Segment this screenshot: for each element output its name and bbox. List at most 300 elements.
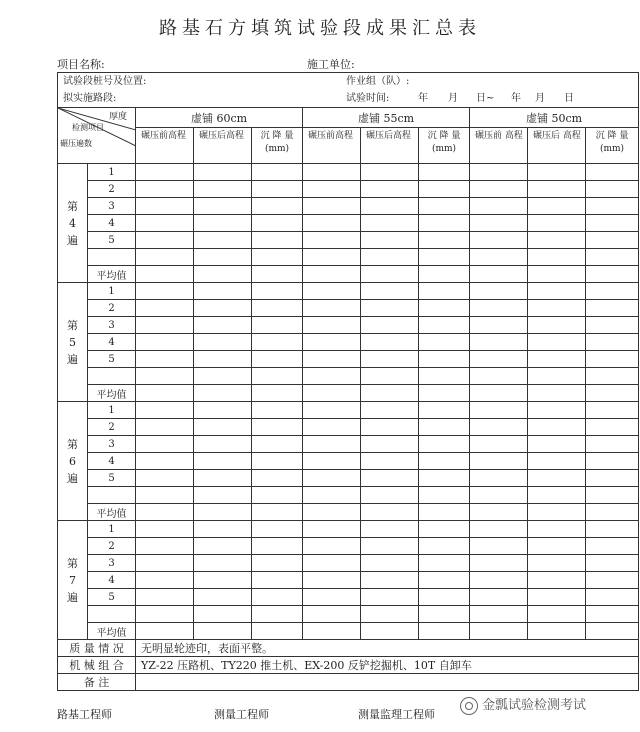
data-cell[interactable] (586, 487, 639, 504)
data-cell[interactable] (194, 317, 252, 334)
data-cell[interactable] (136, 453, 194, 470)
data-cell[interactable] (194, 181, 252, 198)
data-cell[interactable] (303, 436, 361, 453)
data-cell[interactable] (470, 317, 528, 334)
data-cell[interactable] (303, 470, 361, 487)
table-row (58, 402, 639, 419)
data-cell[interactable] (252, 334, 303, 351)
data-cell[interactable] (419, 249, 470, 266)
data-cell[interactable] (470, 385, 528, 402)
data-cell[interactable] (470, 436, 528, 453)
data-cell[interactable] (303, 351, 361, 368)
year-1: 年 (418, 93, 428, 104)
data-cell[interactable] (303, 453, 361, 470)
data-cell[interactable] (303, 487, 361, 504)
data-cell[interactable] (303, 385, 361, 402)
data-cell[interactable] (194, 453, 252, 470)
data-cell[interactable] (252, 572, 303, 589)
data-cell[interactable] (252, 266, 303, 283)
data-cell[interactable] (419, 470, 470, 487)
data-cell[interactable] (194, 351, 252, 368)
data-cell[interactable] (194, 504, 252, 521)
data-cell[interactable] (586, 249, 639, 266)
data-cell[interactable] (194, 334, 252, 351)
data-cell[interactable] (528, 606, 586, 623)
data-cell[interactable] (136, 470, 194, 487)
data-cell[interactable] (470, 487, 528, 504)
data-cell[interactable] (136, 300, 194, 317)
row-number: 5 (88, 470, 136, 487)
data-cell[interactable] (470, 300, 528, 317)
data-cell[interactable] (419, 198, 470, 215)
data-cell[interactable] (136, 351, 194, 368)
data-cell[interactable] (136, 623, 194, 640)
data-cell[interactable] (586, 521, 639, 538)
col-header: 碾压后高程 (194, 128, 252, 164)
data-cell[interactable] (303, 164, 361, 181)
data-cell[interactable] (136, 334, 194, 351)
data-cell[interactable] (194, 215, 252, 232)
data-cell[interactable] (194, 283, 252, 300)
data-cell[interactable] (194, 385, 252, 402)
data-cell[interactable] (586, 300, 639, 317)
data-cell[interactable] (586, 538, 639, 555)
row-number (88, 606, 136, 623)
year-2: 年 (511, 93, 521, 104)
data-cell[interactable] (252, 419, 303, 436)
data-cell[interactable] (470, 419, 528, 436)
data-cell[interactable] (419, 555, 470, 572)
data-cell[interactable] (194, 419, 252, 436)
data-cell[interactable] (136, 164, 194, 181)
table-row (58, 198, 639, 215)
data-cell[interactable] (528, 283, 586, 300)
data-cell[interactable] (586, 589, 639, 606)
data-cell[interactable] (470, 164, 528, 181)
data-cell[interactable] (586, 453, 639, 470)
data-cell[interactable] (252, 300, 303, 317)
row-number: 3 (88, 317, 136, 334)
data-cell[interactable] (136, 317, 194, 334)
data-cell[interactable] (419, 436, 470, 453)
machinery-value[interactable]: YZ-22 压路机、TY220 推土机、EX-200 反铲挖掘机、10T 自卸车 (136, 657, 639, 674)
data-cell[interactable] (361, 300, 419, 317)
data-cell[interactable] (303, 181, 361, 198)
data-cell[interactable] (470, 453, 528, 470)
data-cell[interactable] (419, 181, 470, 198)
data-cell[interactable] (528, 402, 586, 419)
col-header: 碾压前 高程 (470, 128, 528, 164)
data-cell[interactable] (194, 368, 252, 385)
data-cell[interactable] (136, 368, 194, 385)
row-number (88, 368, 136, 385)
data-cell[interactable] (303, 283, 361, 300)
data-cell[interactable] (586, 385, 639, 402)
data-cell[interactable] (252, 623, 303, 640)
data-cell[interactable] (252, 368, 303, 385)
data-cell[interactable] (252, 215, 303, 232)
data-cell[interactable] (528, 419, 586, 436)
data-cell[interactable] (361, 589, 419, 606)
data-cell[interactable] (136, 266, 194, 283)
data-cell[interactable] (470, 215, 528, 232)
data-cell[interactable] (419, 385, 470, 402)
data-cell[interactable] (528, 368, 586, 385)
data-cell[interactable] (252, 402, 303, 419)
data-cell[interactable] (252, 589, 303, 606)
data-cell[interactable] (252, 385, 303, 402)
row-number (88, 487, 136, 504)
data-cell[interactable] (252, 453, 303, 470)
data-cell[interactable] (303, 334, 361, 351)
data-cell[interactable] (136, 504, 194, 521)
data-cell[interactable] (470, 470, 528, 487)
data-cell[interactable] (528, 317, 586, 334)
data-cell[interactable] (419, 266, 470, 283)
data-cell[interactable] (194, 606, 252, 623)
data-cell[interactable] (528, 555, 586, 572)
data-cell[interactable] (136, 572, 194, 589)
data-cell[interactable] (194, 402, 252, 419)
data-cell[interactable] (136, 249, 194, 266)
data-cell[interactable] (303, 368, 361, 385)
data-cell[interactable] (252, 164, 303, 181)
data-cell[interactable] (303, 623, 361, 640)
col-header: 碾压后高程 (361, 128, 419, 164)
watermark-text: 金瓢试验检测考试 (482, 698, 587, 713)
work-group-label: 作业组（队）: (346, 76, 410, 87)
data-cell[interactable] (361, 521, 419, 538)
data-cell[interactable] (528, 521, 586, 538)
data-cell[interactable] (470, 589, 528, 606)
data-cell[interactable] (136, 436, 194, 453)
data-cell[interactable] (419, 164, 470, 181)
data-cell[interactable] (419, 504, 470, 521)
quality-value[interactable]: 无明显轮迹印，表面平整。 (136, 640, 639, 657)
data-cell[interactable] (586, 164, 639, 181)
data-cell[interactable] (470, 402, 528, 419)
data-cell[interactable] (470, 334, 528, 351)
data-cell[interactable] (303, 606, 361, 623)
diag-passes-label: 碾压遍数 (60, 139, 92, 148)
table-row (58, 555, 639, 572)
test-section-label: 试验段桩号及位置: (63, 76, 147, 87)
data-cell[interactable] (419, 300, 470, 317)
data-cell[interactable] (252, 232, 303, 249)
data-cell[interactable] (361, 385, 419, 402)
remarks-value[interactable] (136, 674, 639, 691)
data-cell[interactable] (303, 215, 361, 232)
average-label: 平均值 (88, 385, 136, 402)
data-cell[interactable] (419, 232, 470, 249)
data-cell[interactable] (586, 572, 639, 589)
average-label: 平均值 (88, 623, 136, 640)
table-row (58, 283, 639, 300)
data-cell[interactable] (194, 623, 252, 640)
data-cell[interactable] (303, 504, 361, 521)
data-cell[interactable] (361, 504, 419, 521)
data-cell[interactable] (252, 436, 303, 453)
data-cell[interactable] (194, 266, 252, 283)
data-cell[interactable] (361, 181, 419, 198)
data-cell[interactable] (528, 249, 586, 266)
data-cell[interactable] (528, 351, 586, 368)
data-cell[interactable] (586, 198, 639, 215)
pass-label-5: 第 5 遍 (58, 283, 88, 402)
data-cell[interactable] (528, 164, 586, 181)
data-cell[interactable] (361, 232, 419, 249)
data-cell[interactable] (586, 317, 639, 334)
data-cell[interactable] (586, 606, 639, 623)
data-cell[interactable] (361, 266, 419, 283)
remarks-label: 备 注 (58, 674, 136, 691)
data-cell[interactable] (303, 300, 361, 317)
data-cell[interactable] (419, 521, 470, 538)
data-cell[interactable] (361, 538, 419, 555)
row-number: 4 (88, 334, 136, 351)
data-cell[interactable] (528, 623, 586, 640)
data-cell[interactable] (194, 572, 252, 589)
data-cell[interactable] (586, 623, 639, 640)
data-cell[interactable] (303, 589, 361, 606)
data-cell[interactable] (419, 487, 470, 504)
data-cell[interactable] (470, 198, 528, 215)
data-cell[interactable] (586, 555, 639, 572)
data-cell[interactable] (252, 470, 303, 487)
data-cell[interactable] (136, 538, 194, 555)
data-cell[interactable] (361, 198, 419, 215)
data-cell[interactable] (194, 232, 252, 249)
data-cell[interactable] (303, 572, 361, 589)
data-cell[interactable] (586, 368, 639, 385)
data-cell[interactable] (419, 623, 470, 640)
data-cell[interactable] (361, 215, 419, 232)
data-cell[interactable] (303, 402, 361, 419)
table-row (58, 504, 639, 521)
group-header-50: 虚铺 50cm (470, 108, 639, 128)
data-cell[interactable] (419, 453, 470, 470)
data-cell[interactable] (528, 232, 586, 249)
data-cell[interactable] (136, 402, 194, 419)
data-cell[interactable] (194, 198, 252, 215)
data-cell[interactable] (528, 589, 586, 606)
data-cell[interactable] (303, 249, 361, 266)
data-cell[interactable] (361, 283, 419, 300)
data-cell[interactable] (303, 419, 361, 436)
data-cell[interactable] (586, 283, 639, 300)
row-number: 2 (88, 419, 136, 436)
col-header: 沉 降 量 (mm) (586, 128, 639, 164)
data-cell[interactable] (470, 538, 528, 555)
data-cell[interactable] (419, 215, 470, 232)
data-cell[interactable] (528, 487, 586, 504)
table-row (58, 487, 639, 504)
data-cell[interactable] (528, 470, 586, 487)
data-cell[interactable] (361, 555, 419, 572)
data-cell[interactable] (470, 623, 528, 640)
data-cell[interactable] (252, 249, 303, 266)
data-cell[interactable] (361, 470, 419, 487)
data-cell[interactable] (528, 198, 586, 215)
data-cell[interactable] (361, 487, 419, 504)
data-cell[interactable] (470, 572, 528, 589)
data-cell[interactable] (252, 283, 303, 300)
data-cell[interactable] (586, 334, 639, 351)
data-cell[interactable] (136, 606, 194, 623)
data-cell[interactable] (419, 589, 470, 606)
row-number: 2 (88, 538, 136, 555)
data-cell[interactable] (136, 521, 194, 538)
data-cell[interactable] (252, 606, 303, 623)
data-cell[interactable] (136, 181, 194, 198)
data-cell[interactable] (303, 232, 361, 249)
data-cell[interactable] (252, 181, 303, 198)
row-number: 2 (88, 300, 136, 317)
data-cell[interactable] (252, 555, 303, 572)
data-cell[interactable] (252, 198, 303, 215)
data-cell[interactable] (361, 249, 419, 266)
table-row (58, 623, 639, 640)
data-cell[interactable] (303, 317, 361, 334)
data-cell[interactable] (419, 317, 470, 334)
data-cell[interactable] (419, 283, 470, 300)
data-cell[interactable] (252, 487, 303, 504)
data-cell[interactable] (528, 181, 586, 198)
data-cell[interactable] (361, 436, 419, 453)
data-cell[interactable] (361, 453, 419, 470)
data-cell[interactable] (194, 249, 252, 266)
data-cell[interactable] (194, 589, 252, 606)
data-cell[interactable] (528, 436, 586, 453)
data-cell[interactable] (361, 572, 419, 589)
table-row (58, 351, 639, 368)
data-cell[interactable] (586, 504, 639, 521)
data-cell[interactable] (528, 300, 586, 317)
data-cell[interactable] (528, 385, 586, 402)
data-cell[interactable] (194, 555, 252, 572)
data-cell[interactable] (303, 521, 361, 538)
data-cell[interactable] (419, 351, 470, 368)
watermark (460, 694, 586, 715)
data-cell[interactable] (586, 215, 639, 232)
data-cell[interactable] (136, 385, 194, 402)
group-header-55: 虚铺 55cm (303, 108, 470, 128)
data-cell[interactable] (361, 402, 419, 419)
data-cell[interactable] (528, 334, 586, 351)
data-cell[interactable] (136, 487, 194, 504)
data-cell[interactable] (194, 521, 252, 538)
data-cell[interactable] (136, 555, 194, 572)
data-cell[interactable] (586, 402, 639, 419)
data-cell[interactable] (419, 334, 470, 351)
wechat-logo-icon (460, 697, 478, 715)
data-cell[interactable] (470, 606, 528, 623)
data-cell[interactable] (361, 419, 419, 436)
data-cell[interactable] (136, 198, 194, 215)
data-cell[interactable] (470, 351, 528, 368)
data-cell[interactable] (470, 283, 528, 300)
data-cell[interactable] (586, 232, 639, 249)
data-cell[interactable] (194, 300, 252, 317)
data-cell[interactable] (194, 470, 252, 487)
data-cell[interactable] (136, 589, 194, 606)
data-cell[interactable] (361, 351, 419, 368)
data-cell[interactable] (194, 487, 252, 504)
data-cell[interactable] (252, 504, 303, 521)
data-cell[interactable] (586, 470, 639, 487)
data-cell[interactable] (419, 419, 470, 436)
data-cell[interactable] (361, 368, 419, 385)
data-cell[interactable] (252, 317, 303, 334)
data-cell[interactable] (419, 368, 470, 385)
data-cell[interactable] (136, 232, 194, 249)
data-cell[interactable] (136, 215, 194, 232)
data-cell[interactable] (419, 538, 470, 555)
data-cell[interactable] (252, 351, 303, 368)
data-cell[interactable] (528, 215, 586, 232)
row-number: 3 (88, 555, 136, 572)
data-cell[interactable] (419, 402, 470, 419)
data-cell[interactable] (252, 538, 303, 555)
results-table (57, 72, 639, 691)
data-cell[interactable] (361, 164, 419, 181)
data-cell[interactable] (361, 334, 419, 351)
data-cell[interactable] (586, 436, 639, 453)
pass-label-7: 第 7 遍 (58, 521, 88, 640)
data-cell[interactable] (361, 317, 419, 334)
data-cell[interactable] (470, 232, 528, 249)
data-cell[interactable] (419, 572, 470, 589)
data-cell[interactable] (303, 266, 361, 283)
data-cell[interactable] (586, 181, 639, 198)
col-header: 碾压前高程 (136, 128, 194, 164)
data-cell[interactable] (528, 572, 586, 589)
data-cell[interactable] (361, 623, 419, 640)
data-cell[interactable] (136, 283, 194, 300)
data-cell[interactable] (303, 555, 361, 572)
col-header: 碾压后 高程 (528, 128, 586, 164)
data-cell[interactable] (194, 538, 252, 555)
row-number: 1 (88, 402, 136, 419)
data-cell[interactable] (303, 198, 361, 215)
day-2: 日 (564, 93, 574, 104)
data-cell[interactable] (528, 504, 586, 521)
data-cell[interactable] (136, 419, 194, 436)
table-row (58, 368, 639, 385)
data-cell[interactable] (470, 521, 528, 538)
data-cell[interactable] (194, 436, 252, 453)
data-cell[interactable] (586, 351, 639, 368)
data-cell[interactable] (528, 538, 586, 555)
data-cell[interactable] (586, 419, 639, 436)
data-cell[interactable] (470, 181, 528, 198)
data-cell[interactable] (470, 555, 528, 572)
table-row (58, 606, 639, 623)
data-cell[interactable] (586, 266, 639, 283)
data-cell[interactable] (470, 368, 528, 385)
data-cell[interactable] (470, 249, 528, 266)
data-cell[interactable] (528, 453, 586, 470)
data-cell[interactable] (470, 504, 528, 521)
data-cell[interactable] (194, 164, 252, 181)
data-cell[interactable] (470, 266, 528, 283)
data-cell[interactable] (419, 606, 470, 623)
data-cell[interactable] (361, 606, 419, 623)
data-cell[interactable] (252, 521, 303, 538)
data-cell[interactable] (528, 266, 586, 283)
project-name-label: 项目名称: (57, 58, 105, 71)
data-cell[interactable] (303, 538, 361, 555)
